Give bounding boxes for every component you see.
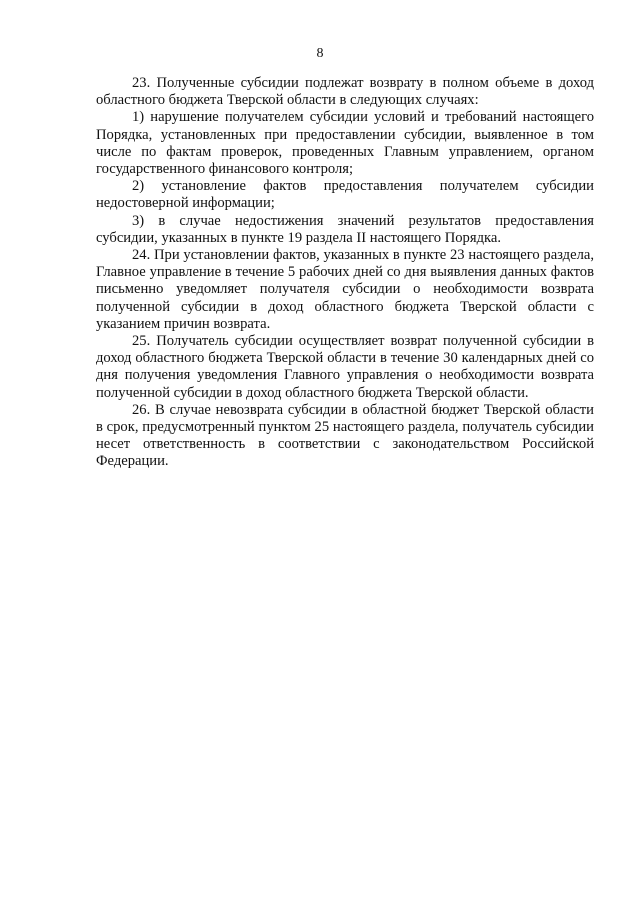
paragraph-24: 24. При установлении фактов, указанных в пункте 23 настоящего раздела, Главное управление в течение 5 рабочих дней со дня выявления данных фактов письменно уведомляет получателя субсидии о необходимости возврата полученной субсидии в доход областного бюджета Тверской области с указанием причин возврата.	[96, 247, 594, 332]
list-item-1: 1) нарушение получателем субсидии условий и требований настоящего Порядка, установленных при предоставлении субсидии, выявленное в том числе по фактам проверок, проведенных Главным управлением, органом государственного финансового контроля;	[96, 109, 594, 178]
paragraph-23: 23. Полученные субсидии подлежат возврату в полном объеме в доход областного бюджета Тверской области в следующих случаях:	[96, 75, 594, 109]
list-item-3: 3) в случае недостижения значений результатов предоставления субсидии, указанных в пункте 19 раздела II настоящего Порядка.	[96, 212, 594, 246]
paragraph-26: 26. В случае невозврата субсидии в областной бюджет Тверской области в срок, предусмотренный пунктом 25 настоящего раздела, получатель субсидии несет ответственность в соответствии с законодательством Российской Федерации.	[96, 401, 594, 470]
document-body	[96, 75, 594, 471]
page-number: 8	[316, 46, 324, 61]
list-item-2: 2) установление фактов предоставления получателем субсидии недостоверной информации;	[96, 178, 594, 212]
paragraph-25: 25. Получатель субсидии осуществляет возврат полученной субсидии в доход областного бюджета Тверской области в течение 30 календарных дней со дня получения уведомления Главного управления о необходимости возврата полученной субсидии в доход областного бюджета Тверской области.	[96, 333, 594, 401]
